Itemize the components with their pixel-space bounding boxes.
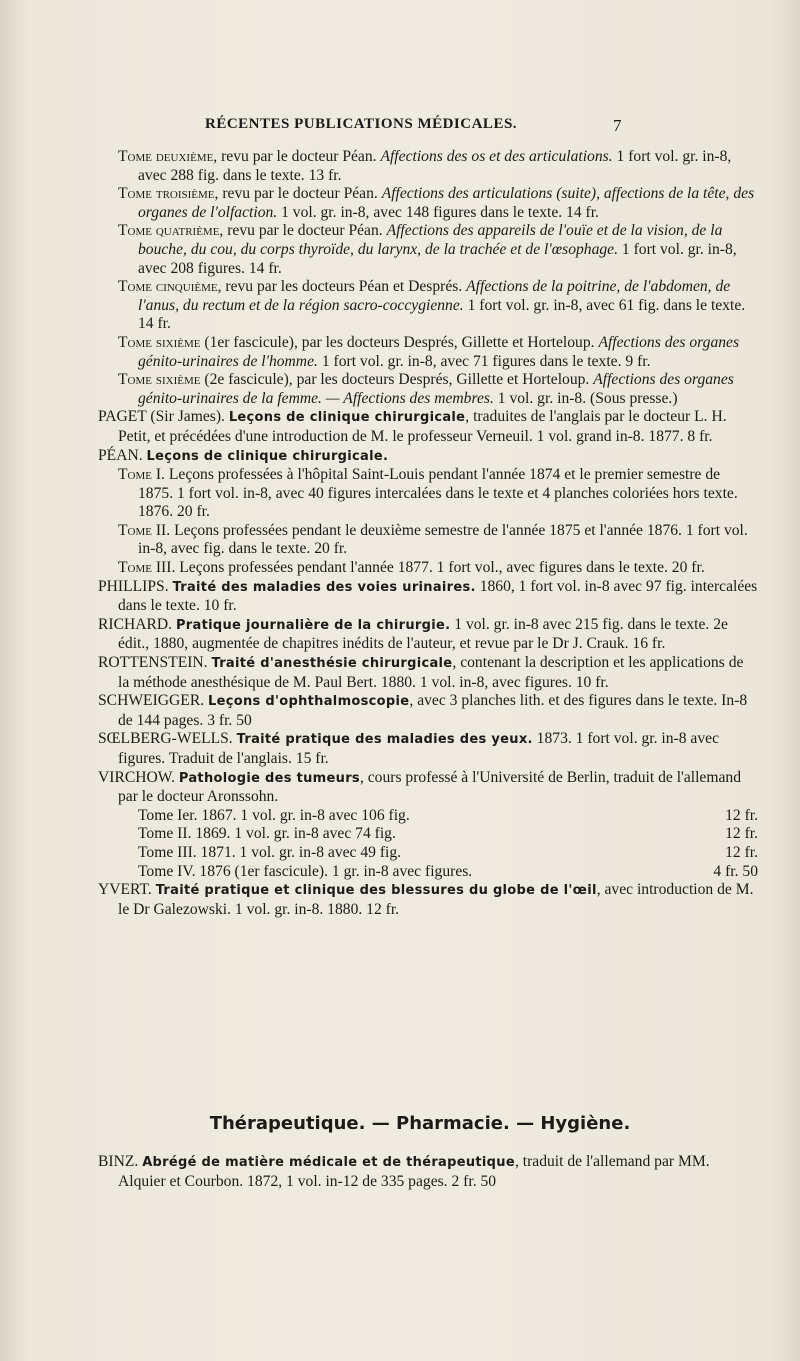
list-item: BINZ. Abrégé de matière médicale et de thérapeutique, traduit de l'allemand par MM. Alquier et Courbon. 1872, 1 vol. in-12 de 335 pages. 2 fr. 50 bbox=[98, 1153, 710, 1190]
list-item: Tome III. 1871. 1 vol. gr. in-8 avec 49 fig. 12 fr. bbox=[138, 843, 758, 861]
list-item: Tome III. Leçons professées pendant l'année 1877. 1 fort vol., avec figures dans le texte. 20 fr. bbox=[118, 559, 705, 577]
list-item: PÉAN. Leçons de clinique chirurgicale. bbox=[98, 446, 389, 464]
list-item: VIRCHOW. Pathologie des tumeurs, cours professé à l'Université de Berlin, traduit de l'allemand par le docteur Aronssohn. bbox=[98, 768, 742, 806]
list-item: Tome II. Leçons professées pendant le deuxième semestre de l'année 1875 et l'année 1876. 1 fort vol. in-8, avec fig. dans le texte. 20 fr. bbox=[118, 521, 748, 558]
catalog-column-2 bbox=[98, 1153, 758, 1191]
list-item: SCHWEIGGER. Leçons d'ophthalmoscopie, avec 3 planches lith. et des figures dans le texte. In-8 de 144 pages. 3 fr. 50 bbox=[98, 692, 748, 729]
list-item: Tome IV. 1876 (1er fascicule). 1 gr. in-8 avec figures. 4 fr. 50 bbox=[138, 862, 758, 880]
list-item: Tome I. Leçons professées à l'hôpital Saint-Louis pendant l'année 1874 et le premier semestre de 1875. 1 fort vol. in-8, avec 40 figures intercalées dans le texte et 4 planches coloriées hors texte. 1876. 20 fr. bbox=[118, 466, 738, 521]
list-item: Tome sixième (1er fascicule), par les docteurs Després, Gillette et Horteloup. Affections des organes génito-urinaires de l'homme. 1 fort vol. gr. in-8, avec 71 figures dans le texte. 9 fr. bbox=[118, 333, 740, 370]
list-item: Tome quatrième, revu par le docteur Péan. Affections des appareils de l'ouïe et de la vision, de la bouche, du cou, du corps thyroïde, du larynx, de la trachée et de l'œsophage. 1 fort vol. gr. in-8, avec 208 figures. 14 fr. bbox=[118, 222, 737, 277]
section-heading: Thérapeutique. — Pharmacie. — Hygiène. bbox=[209, 1113, 631, 1134]
header-title: RÉCENTES PUBLICATIONS MÉDICALES. bbox=[205, 116, 518, 132]
list-item: Tome Ier. 1867. 1 vol. gr. in-8 avec 106 fig. 12 fr. bbox=[138, 806, 758, 824]
list-item: Tome II. 1869. 1 vol. gr. in-8 avec 74 fig. 12 fr. bbox=[138, 825, 758, 843]
list-item: PAGET (Sir James). Leçons de clinique chirurgicale, traduites de l'anglais par le docteur L. H. Petit, et précédées d'une introduction de M. le professeur Verneuil. 1 vol. grand in-8. 1877. 8 fr. bbox=[98, 408, 727, 445]
running-header bbox=[205, 116, 730, 133]
list-item: RICHARD. Pratique journalière de la chirurgie. 1 vol. gr. in-8 avec 215 fig. dans le texte. 2e édit., 1880, augmentée de chapitres inédits de l'auteur, et revue par le Dr J. Crauk. 16 fr. bbox=[98, 615, 728, 653]
list-item: Tome deuxième, revu par le docteur Péan. Affections des os et des articulations. 1 fort vol. gr. in-8, avec 288 fig. dans le texte. 13 fr. bbox=[118, 148, 732, 184]
catalog-column bbox=[98, 148, 758, 919]
list-item: Tome cinquième, revu par les docteurs Péan et Després. Affections de la poitrine, de l'abdomen, de l'anus, du rectum et de la région sacro-coccygienne. 1 fort vol. gr. in-8, avec 61 fig. dans le texte. 14 fr. bbox=[118, 278, 746, 333]
list-item: PHILLIPS. Traité des maladies des voies urinaires. 1860, 1 fort vol. in-8 avec 97 fig. intercalées dans le texte. 10 fr. bbox=[98, 577, 758, 615]
list-item: YVERT. Traité pratique et clinique des blessures du globe de l'œil, avec introduction de M. le Dr Galezowski. 1 vol. gr. in-8. 1880. 12 fr. bbox=[98, 881, 754, 918]
page-number: 7 bbox=[613, 116, 622, 135]
list-item: Tome troisième, revu par le docteur Péan. Affections des articulations (suite), affections de la tête, des organes de l'olfaction. 1 vol. gr. in-8, avec 148 figures dans le texte. 14 fr. bbox=[118, 185, 755, 221]
list-item: SŒLBERG-WELLS. Traité pratique des maladies des yeux. 1873. 1 fort vol. gr. in-8 avec figures. Traduit de l'anglais. 15 fr. bbox=[98, 730, 719, 767]
list-item: Tome sixième (2e fascicule), par les docteurs Després, Gillette et Horteloup. Affections des organes génito-urinaires de la femme. — Affections des membres. 1 vol. gr. in-8. (Sous presse.) bbox=[118, 371, 734, 407]
list-item: ROTTENSTEIN. Traité d'anesthésie chirurgicale, contenant la description et les applications de la méthode anesthésique de M. Paul Bert. 1880. 1 vol. in-8, avec figures. 10 fr. bbox=[98, 654, 744, 691]
